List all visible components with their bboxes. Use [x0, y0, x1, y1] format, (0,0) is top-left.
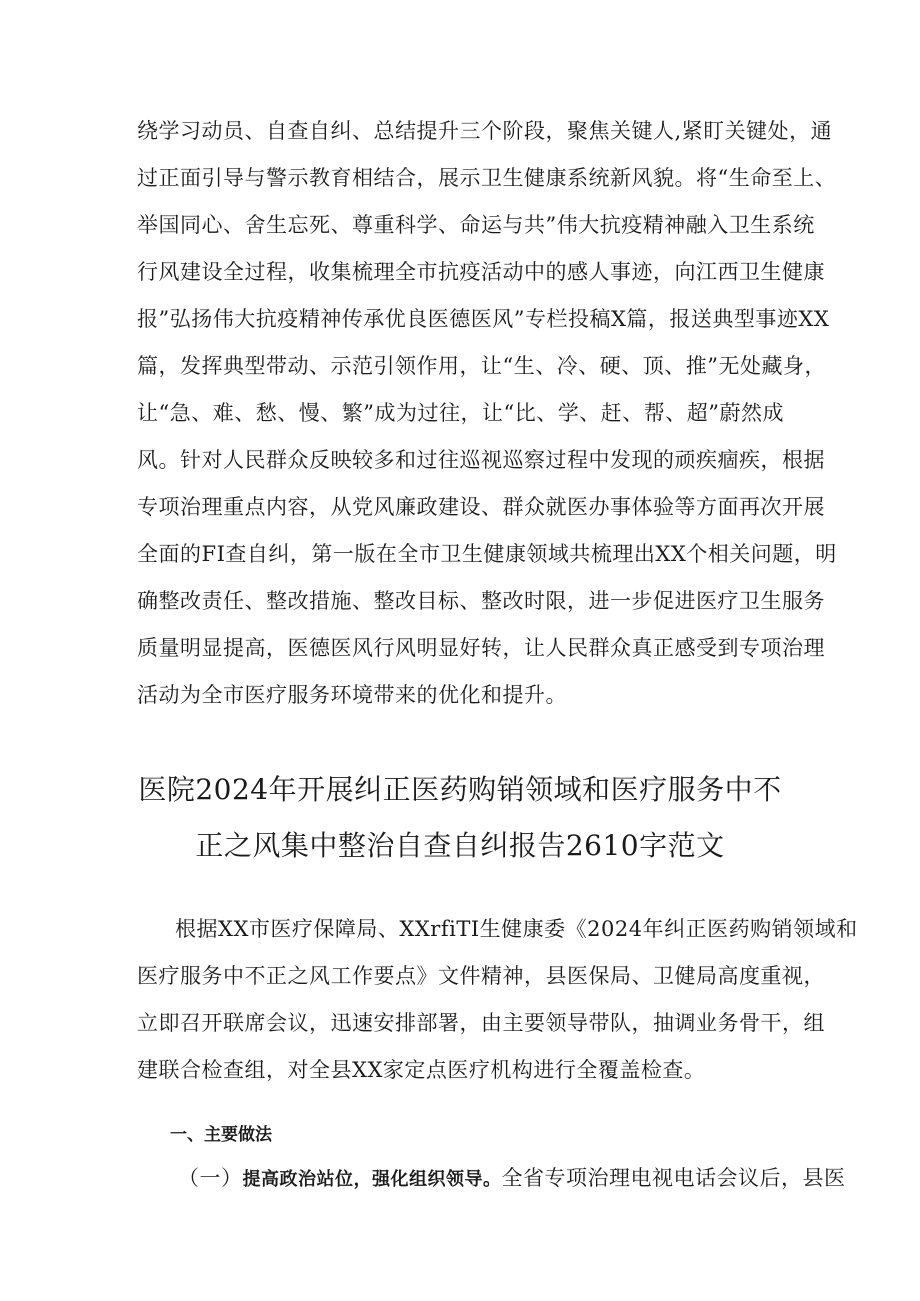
paragraph-line: 专项治理重点内容，从党风廉政建设、群众就医办事体验等方面再次开展: [137, 495, 825, 519]
subsection-text: 全省专项治理电视电话会议后，县医: [501, 1166, 846, 1190]
subsection-prefix: （一）: [178, 1166, 243, 1190]
paragraph-line: 根据XX市医疗保障局、XXrfiTI生健康委《2024年纠正医药购销领域和: [175, 917, 858, 941]
paragraph-line: 活动为全市医疗服务环境带来的优化和提升。: [137, 683, 567, 707]
paragraph-line: 全面的FI查自纠，第一版在全市卫生健康领域共梳理出XX个相关问题，明: [137, 542, 837, 566]
paragraph-line: 篇，发挥典型带动、示范引领作用，让“生、冷、硬、顶、推”无处藏身，: [137, 354, 826, 378]
paragraph-line: 医疗服务中不正之风工作要点》文件精神，县医保局、卫健局高度重视，: [137, 964, 825, 988]
subsection-paragraph: [178, 1162, 846, 1196]
paragraph-line: 建联合检查组，对全县XX家定点医疗机构进行全覆盖检查。: [137, 1058, 706, 1082]
top-paragraph: [137, 108, 837, 719]
title-line-1: 医院2024年开展纠正医药购销领域和医疗服务中不: [138, 773, 782, 806]
paragraph-line: 行风建设全过程，收集梳理全市抗疫活动中的感人事迹，向江西卫生健康: [137, 260, 825, 284]
paragraph-line: 风。针对人民群众反映较多和过往巡视巡察过程中发现的顽疾痼疾，根据: [137, 448, 825, 472]
paragraph-line: 举国同心、舍生忘死、尊重科学、命运与共”伟大抗疫精神融入卫生系统: [137, 213, 815, 237]
paragraph-line: 报”弘扬伟大抗疫精神传承优良医德医风”专栏投稿X篇，报送典型事迹XX: [137, 307, 830, 331]
paragraph-line: 让“急、难、愁、慢、繁”成为过往，让“比、学、赶、帮、超”蔚然成: [137, 401, 784, 425]
paragraph-line: 过正面引导与警示教育相结合，展示卫生健康系统新风貌。将“生命至上、: [137, 166, 837, 190]
title-line-2: 正之风集中整治自查自纠报告2610字范文: [195, 829, 725, 862]
subsection-title: 提高政治站位，强化组织领导。: [242, 1169, 502, 1190]
section-heading: 一、主要做法: [170, 1125, 272, 1145]
paragraph-line: 立即召开联席会议，迅速安排部署，由主要领导带队，抽调业务骨干，组: [137, 1011, 825, 1035]
paragraph-line: 绕学习动员、自查自纠、总结提升三个阶段，聚焦关键人,紧盯关键处，通: [137, 119, 833, 143]
document-title: [100, 762, 820, 874]
paragraph-line: 质量明显提高，医德医风行风明显好转，让人民群众真正感受到专项治理: [137, 636, 825, 660]
paragraph-line: 确整改责任、整改措施、整改目标、整改时限，进一步促进医疗卫生服务: [137, 589, 825, 613]
intro-paragraph: [137, 906, 858, 1094]
